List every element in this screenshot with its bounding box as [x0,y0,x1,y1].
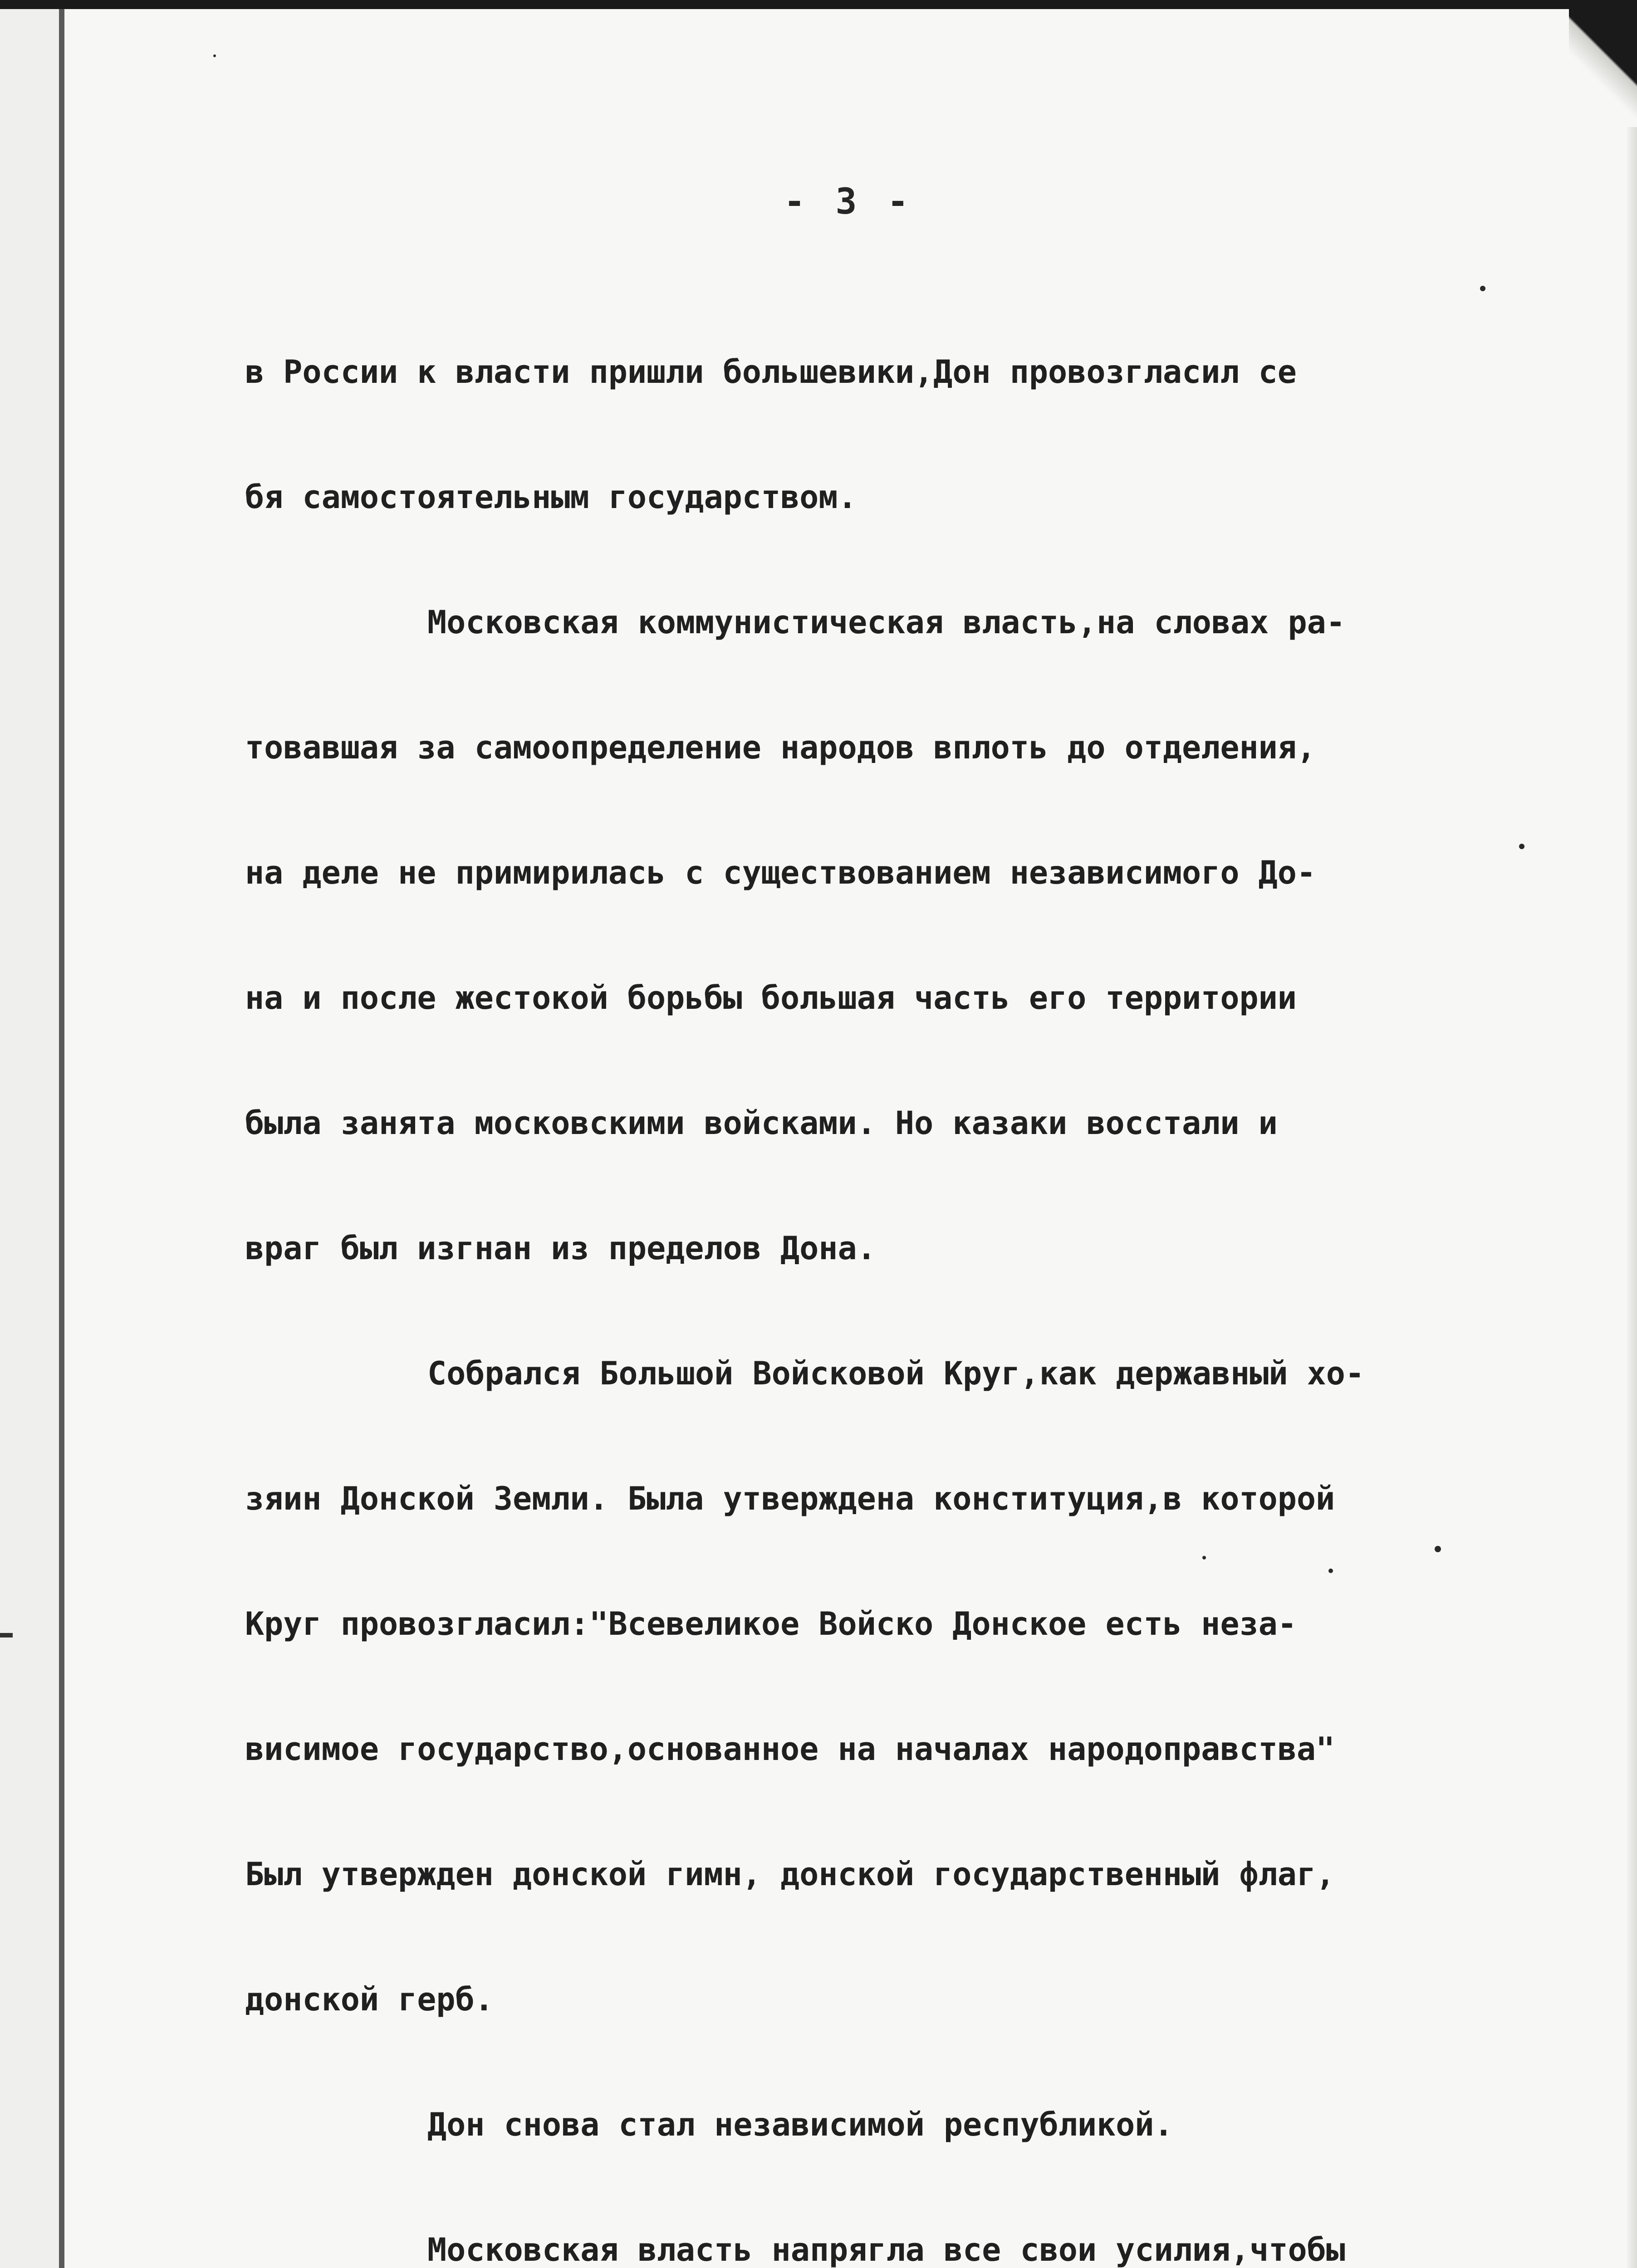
ink-speck [1519,844,1524,849]
text-line: Собрался Большой Войсковой Круг,как державный хо- [427,1355,1365,1392]
margin-mark [0,1633,13,1637]
text-line: на и после жестокой борьбы большая часть его территории [245,979,1297,1017]
ink-speck [1202,1556,1206,1559]
text-line: Московская коммунистическая власть,на словах ра- [427,604,1345,641]
typewritten-body [245,268,1570,2268]
text-line: на деле не примирилась с существованием независимого До- [245,854,1316,891]
text-line: товавшая за самоопределение народов вплоть до отделения, [245,729,1316,766]
previous-page-edge [0,9,59,2268]
page-number: - 3 - [784,181,913,222]
text-line: Московская власть напрягла все свои усилия,чтобы [427,2231,1345,2268]
text-line: бя самостоятельным государством. [245,479,857,516]
text-line: в России к власти пришли большевики,Дон провозгласил се [245,353,1297,391]
page-right-edge [1627,127,1637,2268]
text-line: враг был изгнан из пределов Дона. [245,1230,876,1267]
text-line: Был утвержден донской гимн, донской государственный флаг, [245,1856,1335,1893]
ink-speck [1480,286,1485,291]
text-line: зяин Донской Земли. Была утверждена конституция,в которой [245,1480,1335,1517]
text-line: висимое государство,основанное на началах народоправства" [245,1730,1335,1768]
page-fold [59,9,64,2268]
ink-speck [213,54,216,57]
ink-speck [1435,1546,1441,1552]
text-line: была занята московскими войсками. Но казаки восстали и [245,1105,1278,1142]
text-line: Круг провозгласил:"Всевеликое Войско Донское есть неза- [245,1605,1297,1642]
text-line: Дон снова стал независимой республикой. [427,2106,1173,2143]
folded-corner [1569,9,1637,127]
text-line: донской герб. [245,1981,494,2018]
ink-speck [1328,1569,1333,1573]
